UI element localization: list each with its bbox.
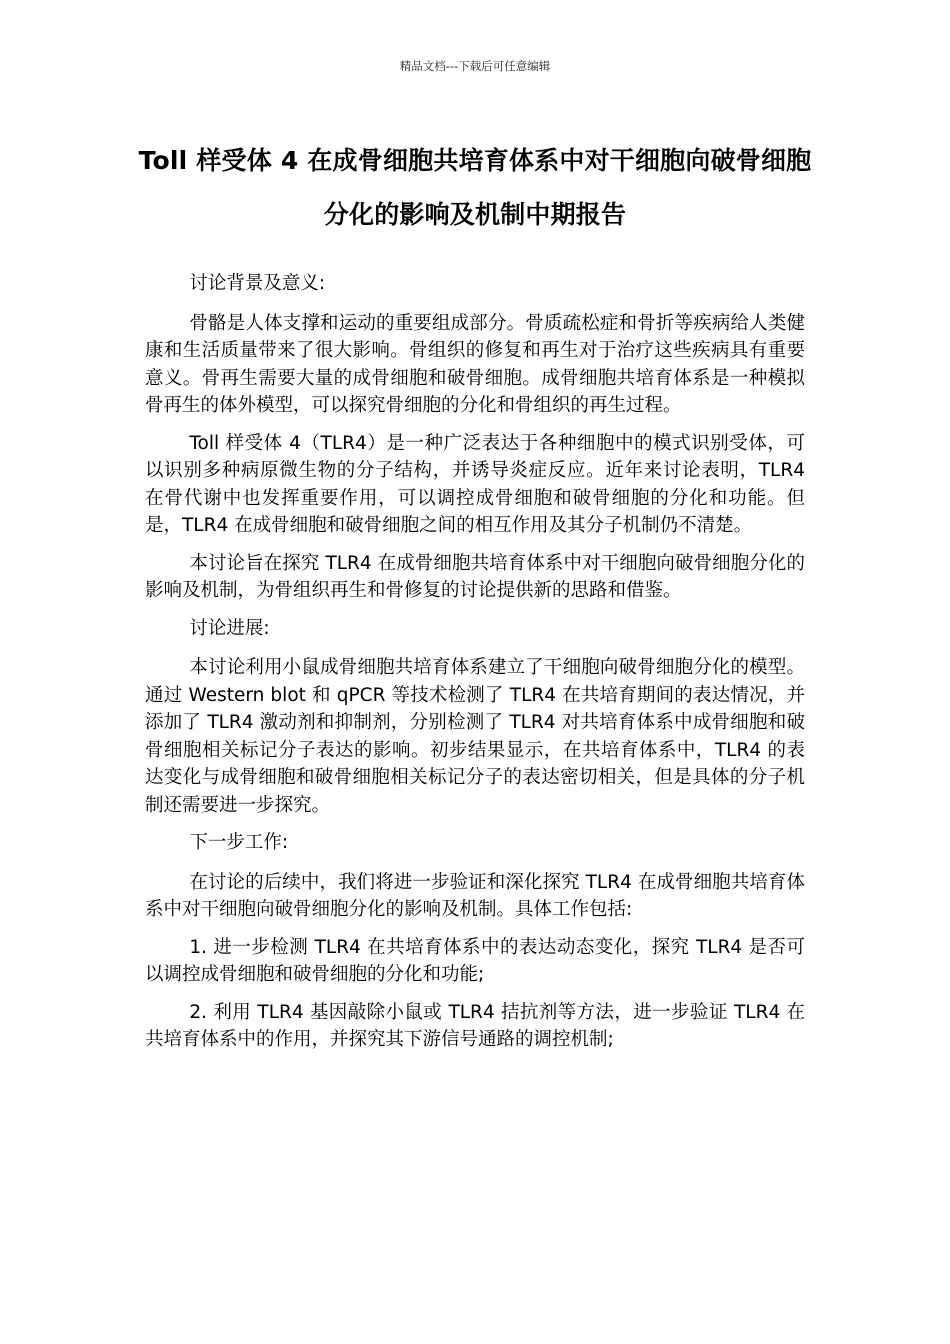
background-heading: 讨论背景及意义: bbox=[189, 273, 326, 294]
background-paragraph-3: 本讨论旨在探究 TLR4 在成骨细胞共培育体系中对干细胞向破骨细胞分化的影响及机制，为骨组织再生和骨修复的讨论提供新的思路和借鉴。 bbox=[145, 552, 805, 601]
next-steps-heading: 下一步工作: bbox=[189, 832, 289, 853]
background-paragraph-2: Toll 样受体 4（TLR4）是一种广泛表达于各种细胞中的模式识别受体，可以识别多种病原微生物的分子结构，并诱导炎症反应。近年来讨论表明，TLR4 在骨代谢中也发挥重要作用，可以调控成骨细胞和破骨细胞的分化和功能。但是，TLR4 在成骨细胞和破骨细胞之间的相互作用及其分子机制仍不清楚。 bbox=[145, 432, 805, 536]
background-paragraph-1: 骨骼是人体支撑和运动的重要组成部分。骨质疏松症和骨折等疾病给人类健康和生活质量带来了很大影响。骨组织的修复和再生对于治疗这些疾病具有重要意义。骨再生需要大量的成骨细胞和破骨细胞。成骨细胞共培育体系是一种模拟骨再生的体外模型，可以探究骨细胞的分化和骨组织的再生过程。 bbox=[145, 312, 805, 416]
progress-paragraph-1: 本讨论利用小鼠成骨细胞共培育体系建立了干细胞向破骨细胞分化的模型。通过 Western blot 和 qPCR 等技术检测了 TLR4 在共培育期间的表达情况，并添加了 TLR4 激动剂和抑制剂，分别检测了 TLR4 对共培育体系中成骨细胞和破骨细胞相关标记分子表达的影响。初步结果显示，在共培育体系中，TLR4 的表达变化与成骨细胞和破骨细胞相关标记分子的表达密切相关，但是具体的分子机制还需要进一步探究。 bbox=[145, 657, 805, 816]
next-steps-item-2: 2. 利用 TLR4 基因敲除小鼠或 TLR4 拮抗剂等方法，进一步验证 TLR4 在共培育体系中的作用，并探究其下游信号通路的调控机制; bbox=[145, 1001, 805, 1050]
page-header: 精品文档---下载后可任意编辑 bbox=[399, 59, 551, 73]
next-steps-item-1: 1. 进一步检测 TLR4 在共培育体系中的表达动态变化，探究 TLR4 是否可以调控成骨细胞和破骨细胞的分化和功能; bbox=[145, 936, 805, 985]
document-title: Toll 样受体 4 在成骨细胞共培育体系中对干细胞向破骨细胞分化的影响及机制中期报告 bbox=[138, 146, 812, 229]
progress-heading: 讨论进展: bbox=[189, 617, 270, 639]
next-steps-paragraph-1: 在讨论的后续中，我们将进一步验证和深化探究 TLR4 在成骨细胞共培育体系中对干细胞向破骨细胞分化的影响及机制。具体工作包括: bbox=[145, 871, 805, 920]
document-body bbox=[145, 270, 805, 1064]
